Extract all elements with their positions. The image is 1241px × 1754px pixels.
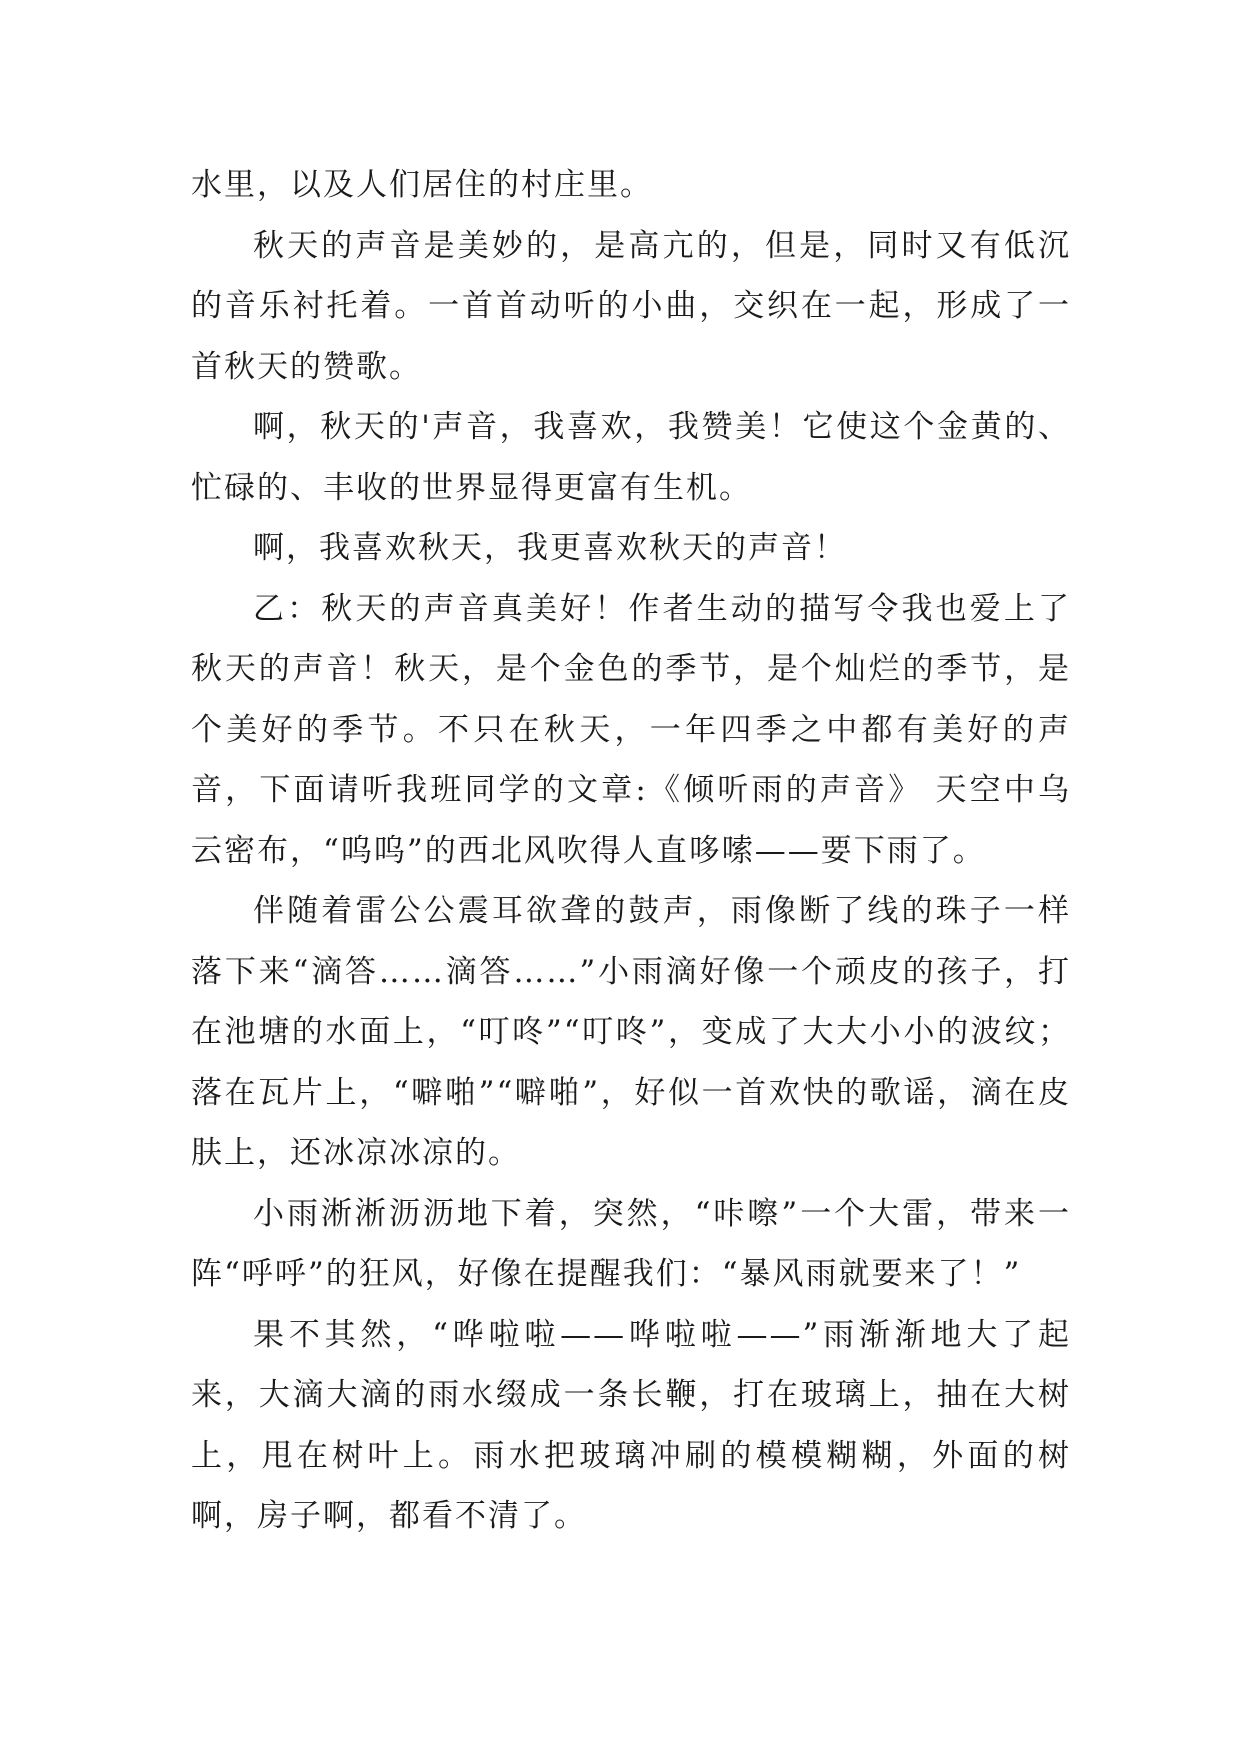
paragraph-6: 伴随着雷公公震耳欲聋的鼓声，雨像断了线的珠子一样落下来“滴答……滴答……”小雨滴好像一个顽皮的孩子，打在池塘的水面上，“叮咚”“叮咚”，变成了大大小小的波纹；落在瓦片上，“噼啪”“噼啪”，好似一首欢快的歌谣，滴在皮肤上，还冰凉冰凉的。 xyxy=(191,893,1071,1171)
document-body xyxy=(191,155,1071,1547)
paragraph-2: 秋天的声音是美妙的，是高亢的，但是，同时又有低沉的音乐衬托着。一首首动听的小曲，交织在一起，形成了一首秋天的赞歌。 xyxy=(191,227,1071,385)
paragraph-7: 小雨淅淅沥沥地下着，突然，“咔嚓”一个大雷，带来一阵“呼呼”的狂风，好像在提醒我们：“暴风雨就要来了！” xyxy=(191,1195,1071,1292)
paragraph-5: 乙：秋天的声音真美好！作者生动的描写令我也爱上了秋天的声音！秋天，是个金色的季节，是个灿烂的季节，是个美好的季节。不只在秋天，一年四季之中都有美好的声音，下面请听我班同学的文章:《倾听雨的声音》 天空中乌云密布，“呜呜”的西北风吹得人直哆嗦——要下雨了。 xyxy=(191,590,1071,869)
paragraph-4: 啊，我喜欢秋天，我更喜欢秋天的声音！ xyxy=(253,530,847,566)
paragraph-1: 水里，以及人们居住的村庄里。 xyxy=(191,167,653,203)
paragraph-8: 果不其然，“哗啦啦——哗啦啦——”雨渐渐地大了起来，大滴大滴的雨水缀成一条长鞭，打在玻璃上，抽在大树上，甩在树叶上。雨水把玻璃冲刷的模模糊糊，外面的树啊，房子啊，都看不清了。 xyxy=(191,1316,1071,1534)
paragraph-3: 啊，秋天的'声音，我喜欢，我赞美！它使这个金黄的、忙碌的、丰收的世界显得更富有生机。 xyxy=(191,409,1071,506)
